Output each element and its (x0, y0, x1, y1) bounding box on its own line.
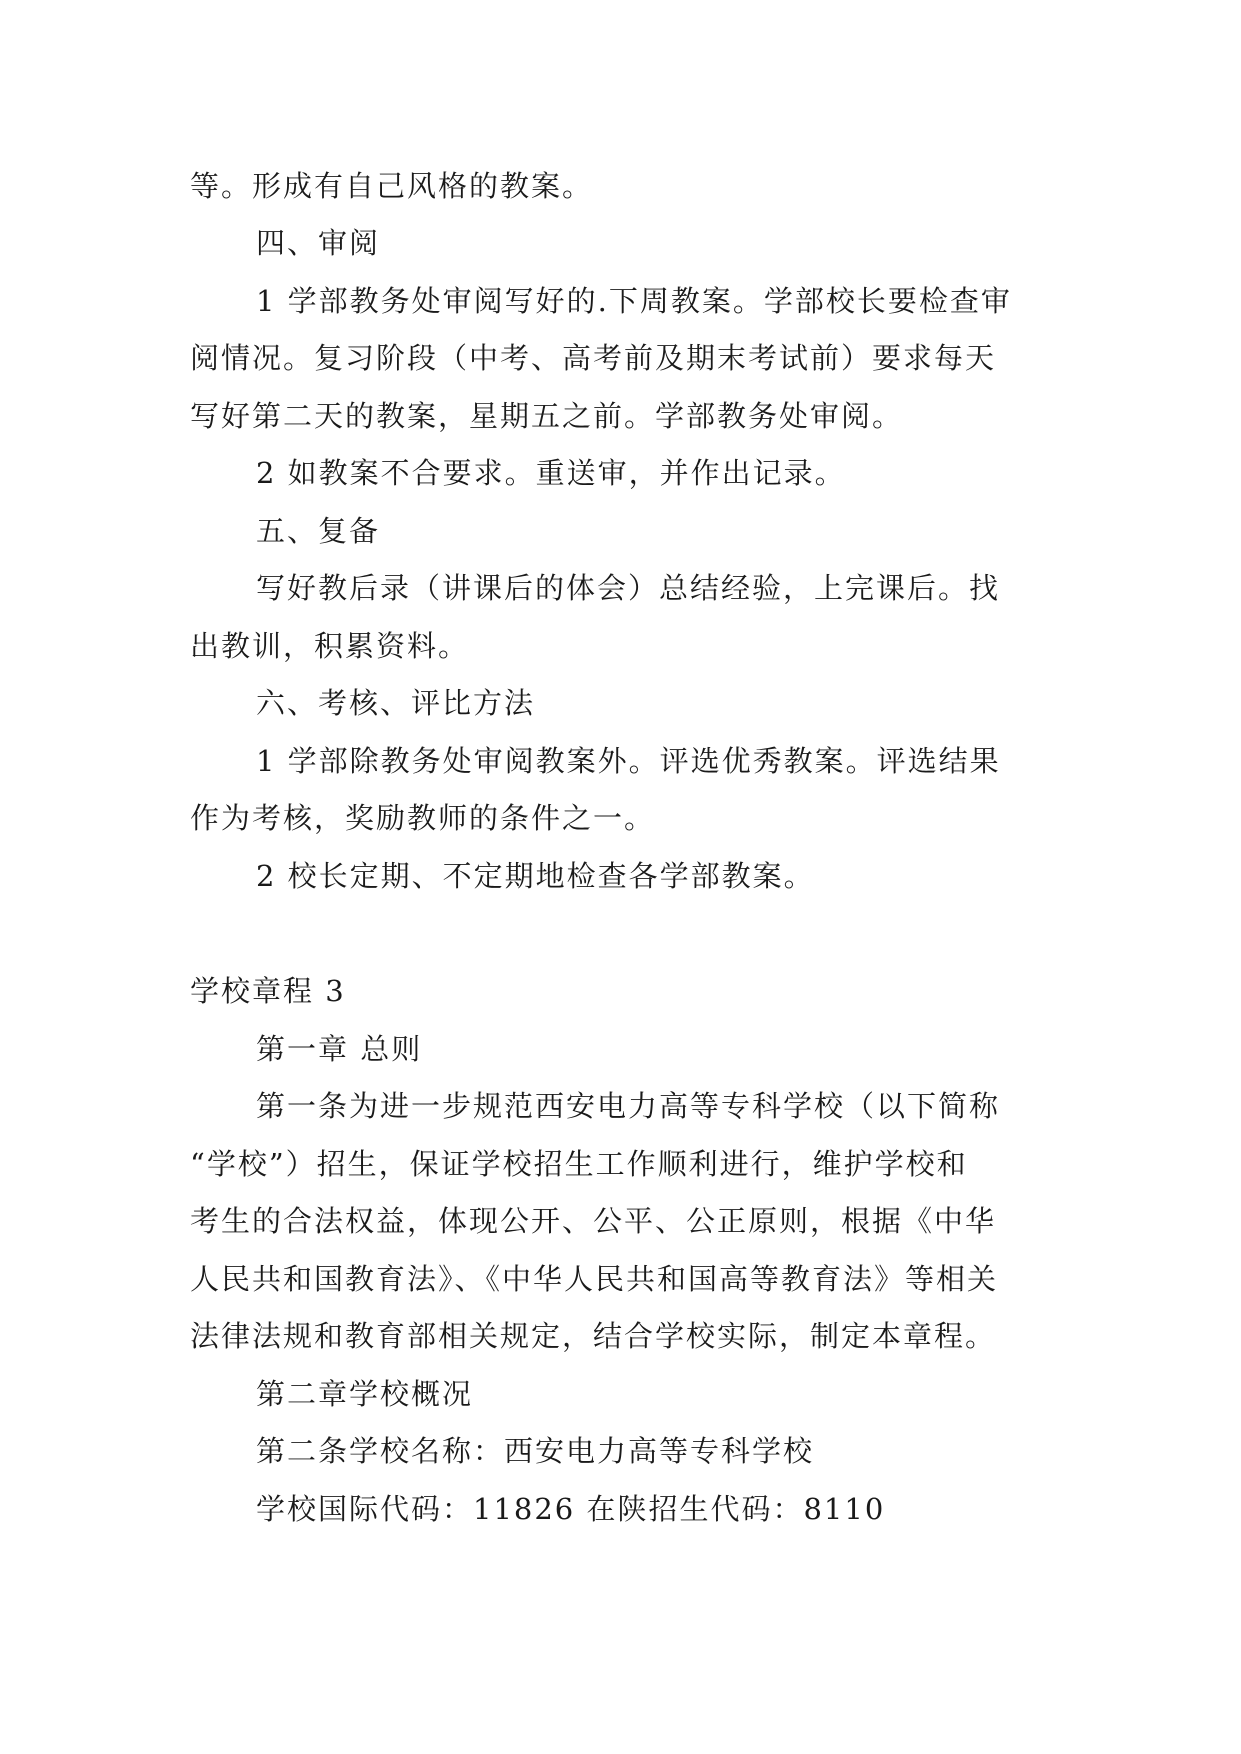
body-text-line: 2 如教案不合要求。重送审，并作出记录。 (256, 456, 846, 490)
body-text-line: 1 学部教务处审阅写好的.下周教案。学部校长要检查审 (256, 284, 1012, 318)
body-text-line: 法律法规和教育部相关规定，结合学校实际，制定本章程。 (190, 1319, 997, 1353)
document-title: 学校章程 3 (190, 974, 346, 1008)
body-text-line: 写好第二天的教案，星期五之前。学部教务处审阅。 (190, 399, 904, 433)
body-text-line: 作为考核，奖励教师的条件之一。 (190, 801, 656, 835)
body-text-line: 考生的合法权益，体现公开、公平、公正原则，根据《中华 (190, 1204, 997, 1238)
chapter-heading: 第二章学校概况 (256, 1377, 474, 1411)
body-text-line: 出教训，积累资料。 (190, 629, 470, 663)
body-text-line: 等。形成有自己风格的教案。 (190, 169, 594, 203)
section-heading: 六、考核、评比方法 (256, 686, 536, 720)
chapter-heading: 第一章 总则 (256, 1032, 423, 1066)
body-text-line: 学校国际代码：11826 在陕招生代码：8110 (256, 1492, 886, 1526)
section-heading: 五、复备 (256, 514, 381, 548)
body-text-line: 第一条为进一步规范西安电力高等专科学校（以下简称 (256, 1089, 1001, 1123)
body-text-line: 人民共和国教育法》、《中华人民共和国高等教育法》等相关 (190, 1262, 999, 1296)
body-text-line: 2 校长定期、不定期地检查各学部教案。 (256, 859, 815, 893)
body-text-line: 第二条学校名称：西安电力高等专科学校 (256, 1434, 815, 1468)
section-heading: 四、审阅 (256, 226, 381, 260)
body-text-line: “学校”）招生，保证学校招生工作顺利进行，维护学校和 (190, 1147, 968, 1181)
body-text-line: 阅情况。复习阶段（中考、高考前及期末考试前）要求每天 (190, 341, 997, 375)
body-text-line: 写好教后录（讲课后的体会）总结经验，上完课后。找 (256, 571, 1001, 605)
body-text-line: 1 学部除教务处审阅教案外。评选优秀教案。评选结果 (256, 744, 1001, 778)
